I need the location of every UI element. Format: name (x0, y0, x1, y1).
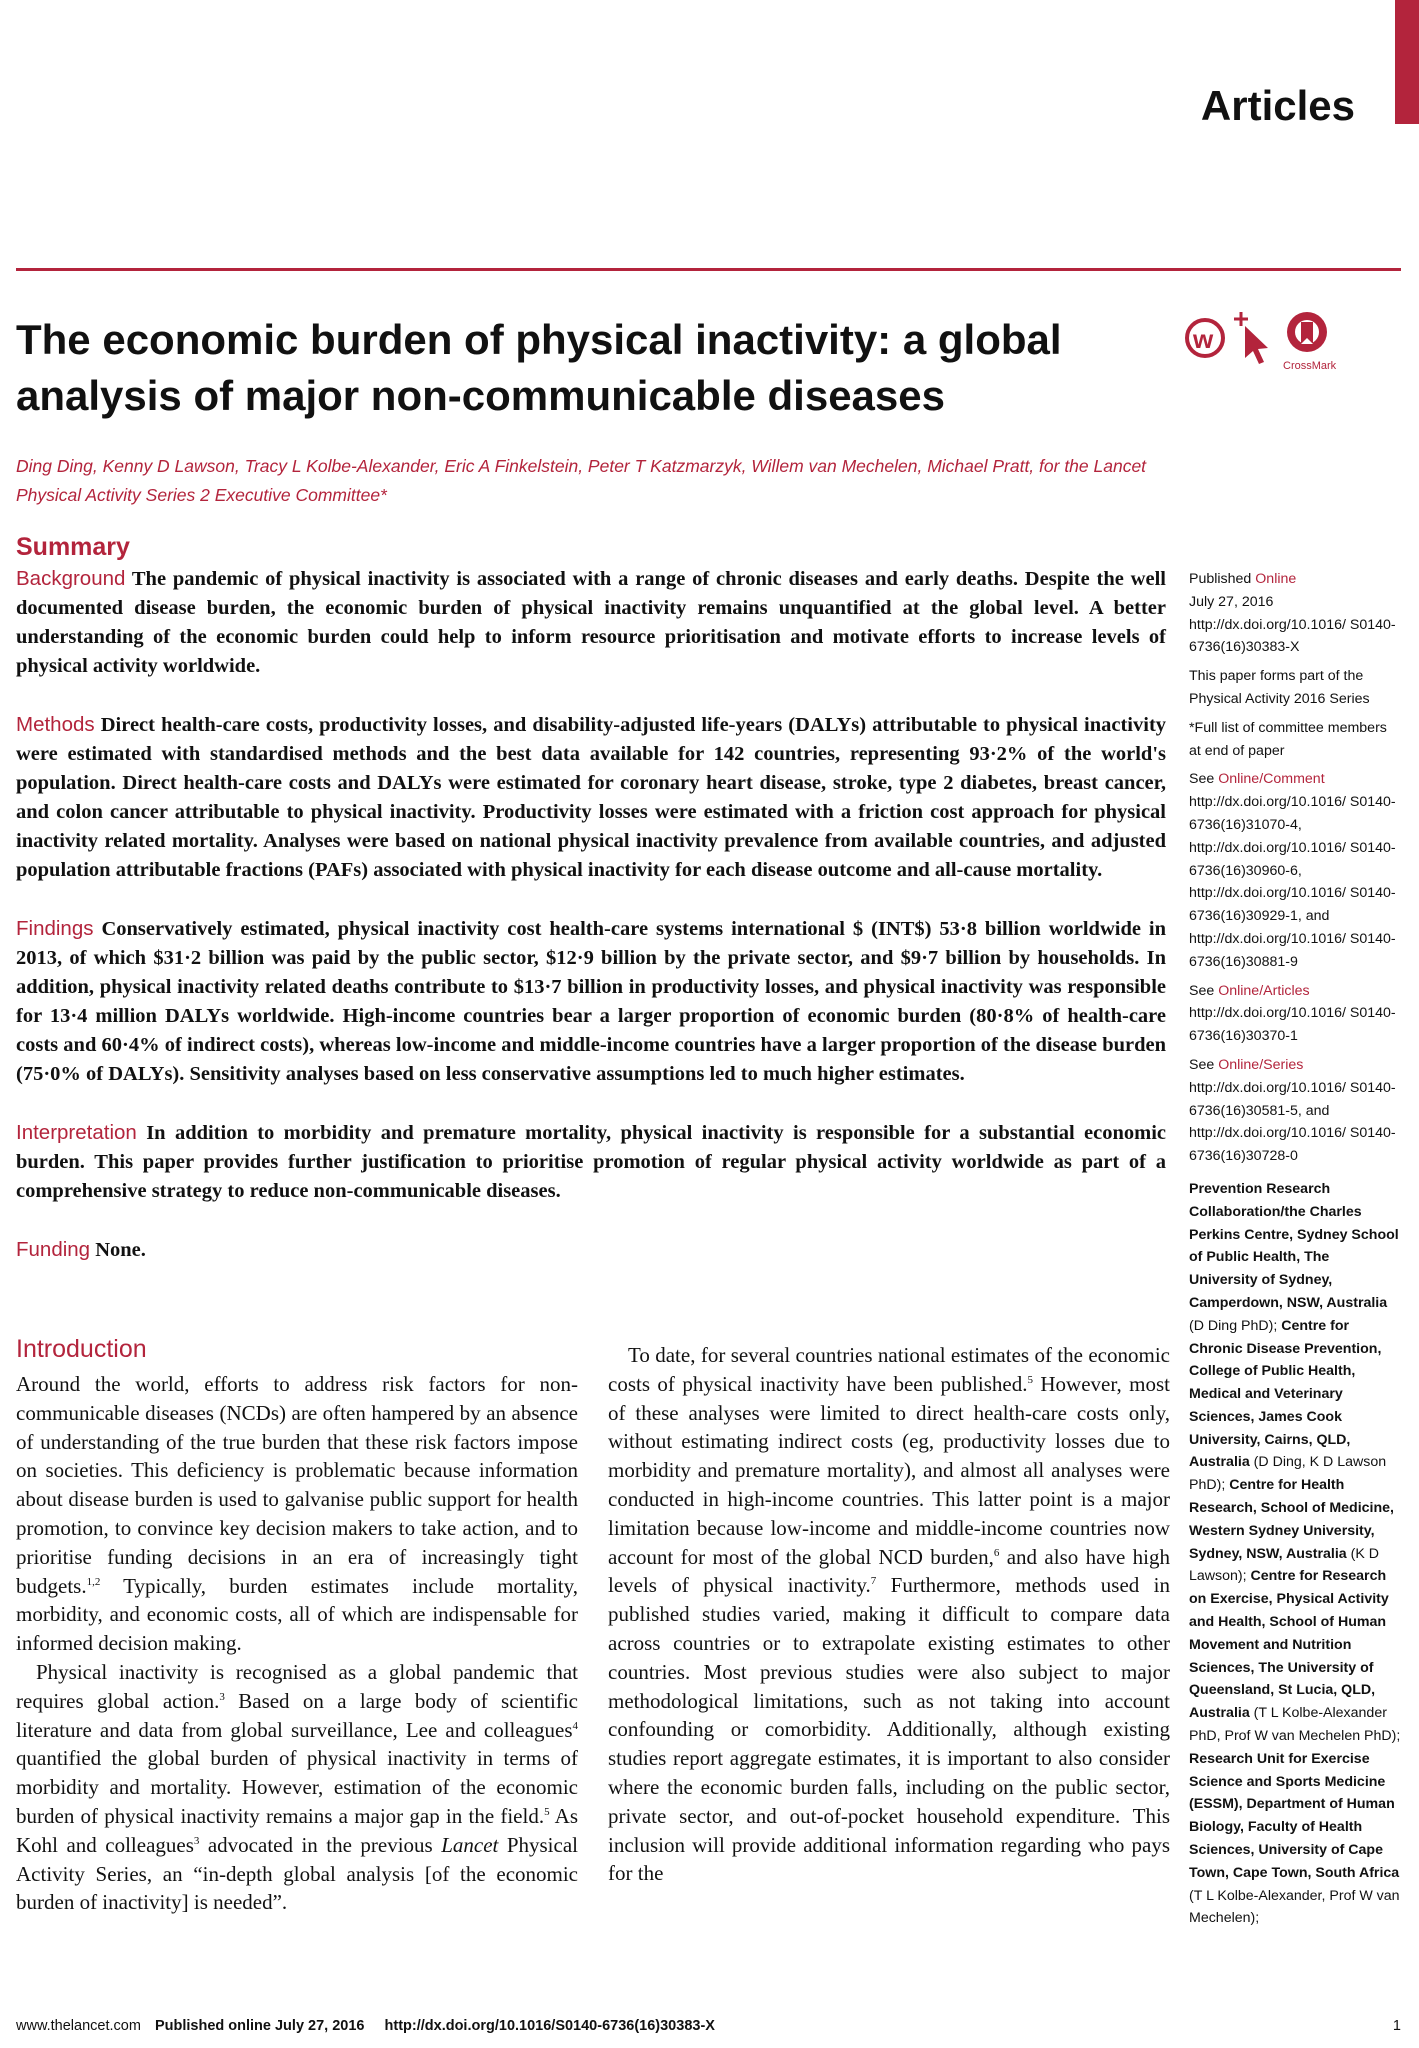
series-note: This paper forms part of the Physical Activity 2016 Series (1189, 668, 1370, 707)
affiliation-name: Centre for Research on Exercise, Physical Activity and Health, School of Human Movement and Nutrition Sciences, The University of Queensland, St Lucia, QLD, Australia (1189, 1568, 1389, 1722)
summary-heading: Summary (16, 533, 130, 561)
site-link[interactable]: www.thelancet.com (16, 2018, 141, 2034)
affiliation-name: Centre for Health Research, School of Medicine, Western Sydney University, Sydney, NSW, Australia (1189, 1477, 1394, 1562)
abstract-text: None. (95, 1239, 146, 1261)
citation-ref[interactable]: 7 (870, 1575, 877, 1588)
abstract-methods (16, 710, 1166, 885)
abstract-label: Background (16, 567, 126, 590)
author-list: Ding Ding, Kenny D Lawson, Tracy L Kolbe-Alexander, Eric A Finkelstein, Peter T Katzmarzyk, Willem van Mechelen, Michael Pratt, for the Lancet Physical Activity Series 2 Executive Committee* (16, 456, 1147, 505)
article-title: The economic burden of physical inactivity: a global analysis of major non-communicable diseases (16, 316, 1062, 419)
citation-ref[interactable]: 3 (219, 1690, 225, 1703)
citation-ref[interactable]: 1,2 (86, 1575, 101, 1588)
body-paragraph (608, 1341, 1170, 1888)
see-series-note (1189, 1054, 1401, 1168)
page-footer (16, 2018, 1401, 2034)
note-text: See (1189, 771, 1219, 788)
citation-ref[interactable]: 5 (1027, 1373, 1033, 1386)
introduction-heading: Introduction (16, 1335, 147, 1363)
published-note (1189, 568, 1401, 659)
body-text: Based on a large body of scientific literature and data from global surveillance, Lee and colleagues (16, 1688, 578, 1742)
note-text: See (1189, 1056, 1219, 1073)
svg-text:w: w (1193, 324, 1214, 354)
abstract-label: Interpretation (16, 1121, 137, 1144)
doi-link[interactable]: http://dx.doi.org/10.1016/ S0140-6736(16)31070-4, http://dx.doi.org/10.1016/ S0140-6736(16)30960-6, http://dx.doi.org/10.1016/ S0140-6736(16)30929-1, and http://dx.doi.org/10.1016/ S0140-6736(16)30881-9 (1189, 794, 1396, 970)
citation-ref[interactable]: 3 (193, 1834, 200, 1847)
affiliation-authors: (D Ding, K D Lawson PhD); (1189, 1454, 1387, 1494)
body-column-right (608, 1341, 1170, 1888)
body-text: Physical inactivity is recognised as a global pandemic that requires global action. (16, 1659, 578, 1713)
abstract-text: In addition to morbidity and premature mortality, physical inactivity is responsible for a substantial economic burden. This paper provides further justification to prioritise promotion of regular physical activity worldwide as part of a comprehensive strategy to reduce non-communicable diseases. (16, 1122, 1166, 1202)
citation-ref[interactable]: 5 (544, 1805, 550, 1818)
body-paragraph (16, 1658, 578, 1917)
abstract-funding (16, 1235, 1166, 1265)
affiliation-authors: (T L Kolbe-Alexander PhD, Prof W van Mechelen PhD); (1189, 1705, 1401, 1745)
sidebar-notes (1189, 568, 1401, 1930)
doi-link[interactable]: http://dx.doi.org/10.1016/ S0140-6736(16)30581-5, and http://dx.doi.org/10.1016/ S0140-6736(16)30728-0 (1189, 1079, 1396, 1165)
affiliation-name: Research Unit for Exercise Science and Sports Medicine (ESSM), Department of Human Biology, Faculty of Health Sciences, University of Cape Town, Cape Town, South Africa (1189, 1750, 1400, 1881)
header-rule (16, 268, 1401, 271)
abstract-text: Direct health-care costs, productivity losses, and disability-adjusted life-years (DALYs) attributable to physical inactivity were estimated with standardised methods and the best data available for 142 countries, representing 93·2% of the world's population. Direct health-care costs and DALYs were estimated for coronary heart disease, stroke, type 2 diabetes, breast cancer, and colon cancer attributable to physical inactivity. Productivity losses were estimated with a friction cost approach for physical inactivity related mortality. Analyses were based on national physical inactivity prevalence from available countries, and adjusted population attributable fractions (PAFs) associated with physical inactivity for each disease outcome and all-cause mortality. (16, 714, 1167, 881)
body-text: Around the world, efforts to address risk factors for non-communicable diseases (NCDs) are often hampered by an absence of understanding of the true burden that these risk factors impose on societies. This deficiency is problematic because information about disease burden is used to galvanise public support for health promotion, to convince key decision makers to take action, and to prioritise funding decisions in an era of increasingly tight budgets. (16, 1372, 578, 1598)
section-label: Articles (1200, 82, 1355, 129)
body-text: To date, for several countries national estimates of the economic costs of physical inactivity have been published. (608, 1343, 1170, 1396)
body-text: As Kohl and colleagues (16, 1803, 578, 1857)
journal-name: Lancet (441, 1832, 499, 1857)
publish-date: July 27, 2016 (1189, 593, 1274, 610)
note-text: Published (1189, 571, 1256, 587)
body-text: advocated in the previous (199, 1832, 442, 1857)
note-text: See (1189, 982, 1219, 999)
footer-doi-link[interactable]: http://dx.doi.org/10.1016/S0140-6736(16)30383-X (384, 2018, 715, 2034)
body-text: Furthermore, methods used in published studies varied, making it difficult to compare data across countries or to extrapolate existing estimates to other countries. Most previous studies were also subject to major methodological limitations, such as not taking into account confounding or comorbidity. Additionally, although existing studies report aggregate estimates, it is important to also consider where the economic burden falls, including on the public sector, private sector, and out-of-pocket household expenditure. This inclusion will provide additional information regarding who pays for the (608, 1573, 1170, 1886)
articles-link[interactable]: Online/Articles (1218, 982, 1310, 999)
body-text: quantified the global burden of physical inactivity in terms of morbidity and mortality. However, estimation of the economic burden of physical inactivity remains a major gap in the field. (16, 1746, 578, 1828)
abstract-label: Findings (16, 917, 94, 940)
crossmark-icon[interactable] (1283, 310, 1343, 360)
see-articles-note (1189, 980, 1401, 1048)
abstract-label: Funding (16, 1238, 91, 1261)
abstract-text: The pandemic of physical inactivity is associated with a range of chronic diseases and early deaths. Despite the well documented disease burden, the economic burden of physical inactivity remains unquantified at the global level. A better understanding of the economic burden could help to inform resource prioritisation and motivate efforts to increase levels of physical activity worldwide. (16, 568, 1166, 677)
doi-link[interactable]: http://dx.doi.org/10.1016/ S0140-6736(16)30370-1 (1189, 1005, 1396, 1045)
abstract-label: Methods (16, 713, 95, 736)
affiliation-authors: (K D Lawson); (1189, 1545, 1380, 1585)
series-link[interactable]: Online/Series (1218, 1056, 1304, 1073)
abstract-interpretation (16, 1118, 1166, 1206)
affiliation-authors: (T L Kolbe-Alexander, Prof W van Mechelen); (1189, 1887, 1400, 1927)
committee-note: *Full list of committee members at end of paper (1189, 719, 1387, 759)
affiliations (1189, 1178, 1401, 1930)
page-number: 1 (1392, 2018, 1401, 2034)
body-text: and also have high levels of physical inactivity. (608, 1544, 1170, 1598)
crossmark-label: CrossMark (1283, 360, 1337, 372)
footer-published: Published online July 27, 2016 (154, 2018, 365, 2034)
affiliation-name: Centre for Chronic Disease Prevention, College of Public Health, Medical and Veterinary Sciences, James Cook University, Cairns, QLD, Australia (1189, 1317, 1382, 1471)
doi-link[interactable]: http://dx.doi.org/10.1016/ S0140-6736(16)30383-X (1189, 616, 1396, 656)
body-text: However, most of these analyses were limited to direct health-care costs only, without estimating indirect costs (eg, productivity losses due to morbidity and premature mortality), and almost all analyses were conducted in high-income countries. This latter point is a major limitation because low-income and middle-income countries now account for most of the global NCD burden, (608, 1371, 1170, 1569)
affiliation-authors: (D Ding PhD); (1189, 1317, 1282, 1334)
citation-ref[interactable]: 6 (993, 1546, 1000, 1559)
affiliation-name: Prevention Research Collaboration/the Charles Perkins Centre, Sydney School of Public Health, The University of Sydney, Camperdown, NSW, Australia (1189, 1180, 1399, 1311)
abstract-background (16, 564, 1166, 681)
abstract-text: Conservatively estimated, physical inactivity cost health-care systems international $ (INT$) 53·8 billion worldwide in 2013, of which $31·2 billion was paid by the public sector, $12·9 billion by the private sector, and $9·7 billion by households. In addition, physical inactivity related deaths contribute to $13·7 billion in productivity losses, and physical inactivity was responsible for 13·4 million DALYs worldwide. High-income countries bear a larger proportion of economic burden (80·8% of health-care costs and 60·4% of indirect costs), whereas low-income and middle-income countries have a larger proportion of the disease burden (75·0% of DALYs). Sensitivity analyses based on less conservative assumptions led to much higher estimates. (16, 918, 1166, 1085)
corner-accent-bar (1395, 0, 1419, 124)
online-link[interactable]: Online (1255, 571, 1297, 587)
body-text: Physical Activity Series, an “in-depth global analysis [of the economic burden of inactivity] is needed”. (16, 1832, 578, 1915)
body-column-left (16, 1370, 578, 1917)
see-comment-note (1189, 768, 1401, 973)
citation-ref[interactable]: 4 (572, 1719, 578, 1732)
abstract-findings (16, 914, 1166, 1089)
summary-section (16, 530, 1166, 1294)
body-paragraph (16, 1370, 578, 1658)
comment-link[interactable]: Online/Comment (1218, 771, 1325, 788)
body-text: Typically, burden estimates include mortality, morbidity, and economic costs, all of which are indispensable for informed decision making. (16, 1573, 578, 1656)
